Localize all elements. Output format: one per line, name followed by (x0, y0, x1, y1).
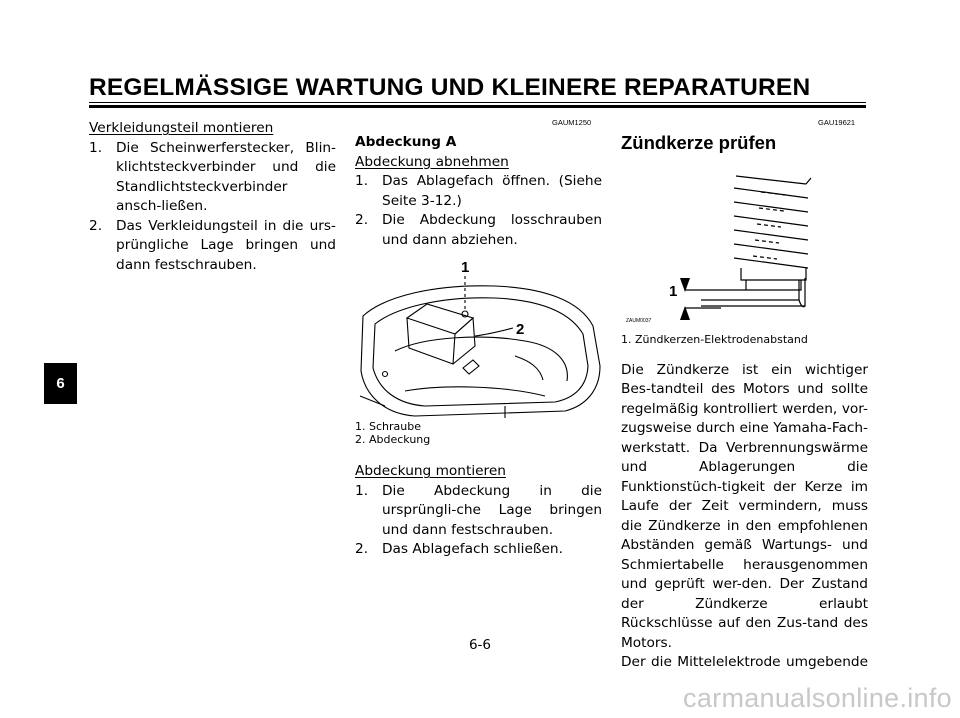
figure-caption-2: 2. Abdeckung (355, 432, 431, 446)
figure-caption-1: 1. Schraube (355, 420, 421, 433)
column-1 (89, 119, 336, 275)
reference-code: GAU19621 (818, 118, 856, 127)
steps-list-mount-cover (355, 482, 602, 560)
figure-code: ZAUM0037 (626, 318, 652, 324)
step-number: 2. (355, 212, 369, 228)
step-number: 1. (355, 482, 369, 499)
watermark[interactable]: carmanualsonline.info (683, 683, 952, 713)
column-2 (355, 133, 602, 560)
list-item (89, 139, 336, 217)
list-item (355, 172, 602, 211)
chapter-tab[interactable]: 6 (44, 363, 77, 404)
step-text: Das Verkleidungsteil in die urs-prüngliche Lage bringen und dann festschrauben. (116, 217, 336, 273)
column-3 (621, 118, 868, 673)
figure-caption-gap: 1. Zündkerzen-Elektrodenabstand (621, 333, 808, 346)
subheading-remove-cover: Abdeckung abnehmen (355, 153, 509, 170)
list-item (355, 211, 602, 250)
reference-code: GAUM1250 (552, 118, 592, 127)
steps-list-remove-cover (355, 172, 602, 250)
section-heading-mount-panel: Verkleidungsteil montieren (89, 120, 274, 136)
header-rule-thick (89, 105, 866, 108)
subheading-mount-cover: Abdeckung montieren (355, 463, 506, 479)
page-header-title: REGELMÄSSIGE WARTUNG UND KLEINERE REPARATUREN (89, 74, 811, 101)
spark-plug-gap-illustration (621, 168, 868, 326)
body-last-line: Der die Mittelelektrode umgebende (621, 654, 868, 670)
steps-list-mount-panel (89, 139, 336, 276)
step-text: Das Ablagefach schließen. (382, 541, 563, 557)
step-text: Die Scheinwerferstecker, Blin-klichtsteckverbinder und die Standlichtsteckverbinder ansch-ließen. (116, 139, 336, 214)
figure-label-2: 2 (516, 321, 525, 338)
section-title-spark-plug: Zündkerze prüfen (621, 132, 777, 153)
list-item (355, 482, 602, 541)
figure-label-gap: 1 (669, 283, 678, 300)
body-paragraph: Die Zündkerze ist ein wichtiger Bes-tandteil des Motors und sollte regelmäßig kontrolliert werden, vor-zugsweise durch eine Yamaha-Fach-werkstatt. Da Verbrennungswärme und Ablagerungen die Funktionstüch-tigkeit der Kerze im Laufe der Zeit vermindern, muss die Zündkerze in den empfohlenen Abständen gemäß Wartungs- und Schmiertabelle herausgenommen und geprüft wer-den. Der Zustand der Zündkerze erlaubt Rückschlüsse auf den Zus-tand des Motors. (621, 361, 868, 651)
step-text: Die Abdeckung losschrauben und dann abziehen. (382, 212, 602, 248)
step-number: 2. (89, 217, 103, 234)
storage-compartment-illustration (355, 256, 602, 421)
step-text: Das Ablagefach öffnen. (Siehe Seite 3-12.) (382, 173, 602, 209)
step-number: 2. (355, 541, 369, 557)
list-item (355, 540, 602, 560)
step-number: 1. (355, 173, 369, 189)
page-number: 6-6 (468, 637, 492, 653)
step-number: 1. (89, 139, 103, 156)
step-text: Die Abdeckung in die ursprüngli-che Lage bringen und dann festschrauben. (382, 482, 602, 538)
figure-label-1: 1 (461, 259, 470, 276)
section-title-cover-a: Abdeckung A (355, 134, 457, 150)
list-item (89, 217, 336, 276)
header-rule-thin (89, 102, 866, 103)
